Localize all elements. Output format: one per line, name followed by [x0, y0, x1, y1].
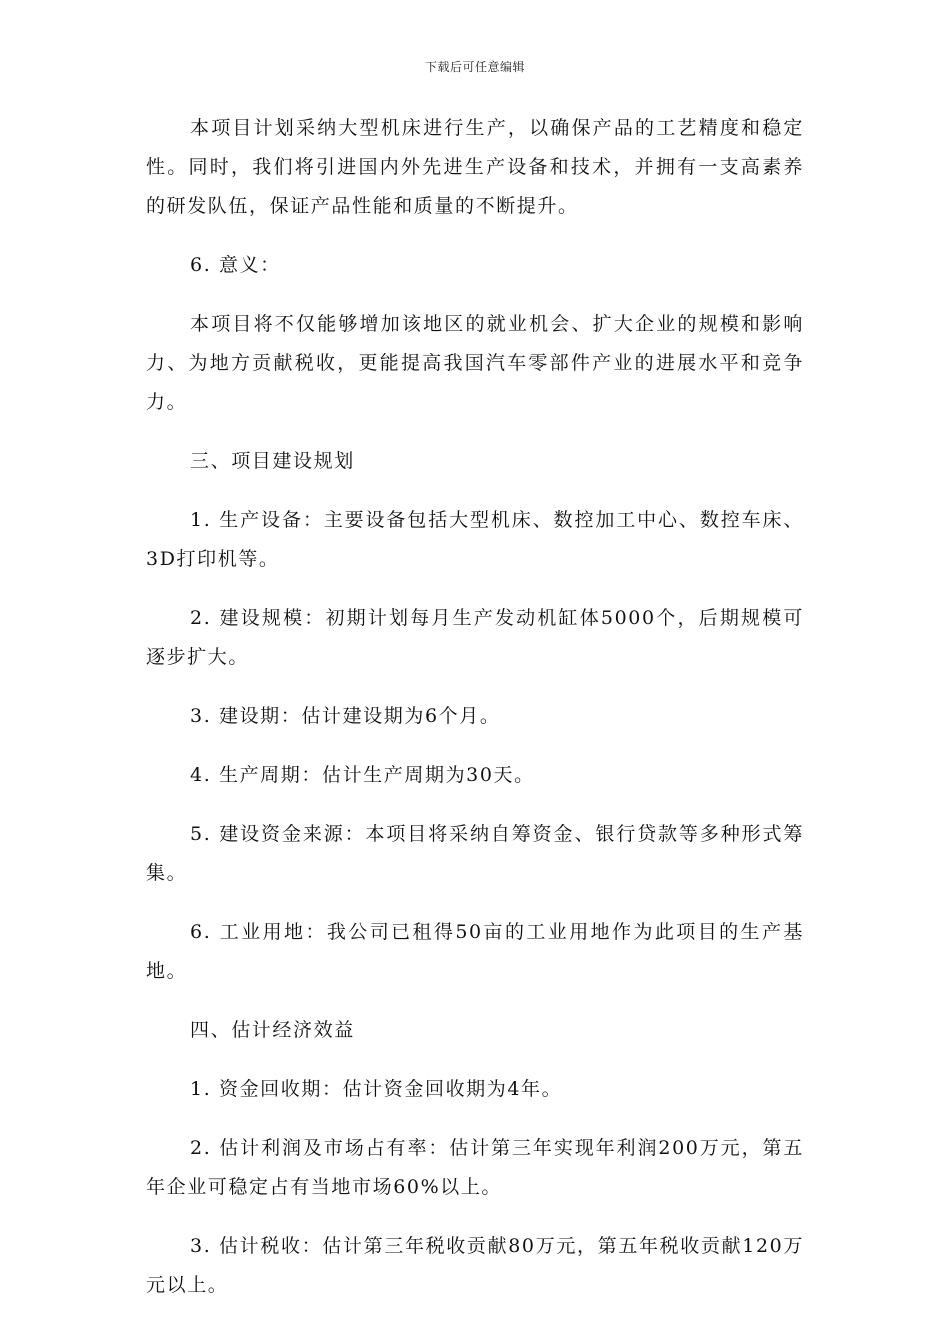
list-item-funding-source: 5. 建设资金来源：本项目将采纳自筹资金、银行贷款等多种形式筹集。	[146, 823, 804, 884]
list-item-industrial-land: 6. 工业用地：我公司已租得50亩的工业用地作为此项目的生产基地。	[146, 921, 804, 982]
list-item-profit-market-share: 2. 估计利润及市场占有率：估计第三年实现年利润200万元，第五年企业可稳定占有当地市场60%以上。	[146, 1137, 804, 1198]
list-item-scale: 2. 建设规模：初期计划每月生产发动机缸体5000个，后期规模可逐步扩大。	[146, 607, 804, 668]
paragraph-significance: 本项目将不仅能够增加该地区的就业机会、扩大企业的规模和影响力、为地方贡献税收，更能提高我国汽车零部件产业的进展水平和竞争力。	[146, 313, 804, 413]
heading-significance: 6. 意义：	[190, 254, 281, 276]
paragraph-production-methods: 本项目计划采纳大型机床进行生产，以确保产品的工艺精度和稳定性。同时，我们将引进国内外先进生产设备和技术，并拥有一支高素养的研发队伍，保证产品性能和质量的不断提升。	[146, 117, 804, 217]
list-item-construction-period: 3. 建设期：估计建设期为6个月。	[190, 705, 501, 727]
list-item-tax-contribution: 3. 估计税收：估计第三年税收贡献80万元，第五年税收贡献120万元以上。	[146, 1235, 804, 1296]
list-item-payback-period: 1. 资金回收期：估计资金回收期为4年。	[190, 1078, 563, 1100]
page-header: 下载后可任意编辑	[424, 60, 525, 74]
document-body	[146, 109, 804, 1325]
section-heading-economic-benefits: 四、估计经济效益	[190, 1019, 355, 1041]
section-heading-construction-plan: 三、项目建设规划	[190, 450, 355, 472]
list-item-production-cycle: 4. 生产周期：估计生产周期为30天。	[190, 764, 535, 786]
list-item-equipment: 1. 生产设备：主要设备包括大型机床、数控加工中心、数控车床、3D打印机等。	[146, 509, 804, 570]
